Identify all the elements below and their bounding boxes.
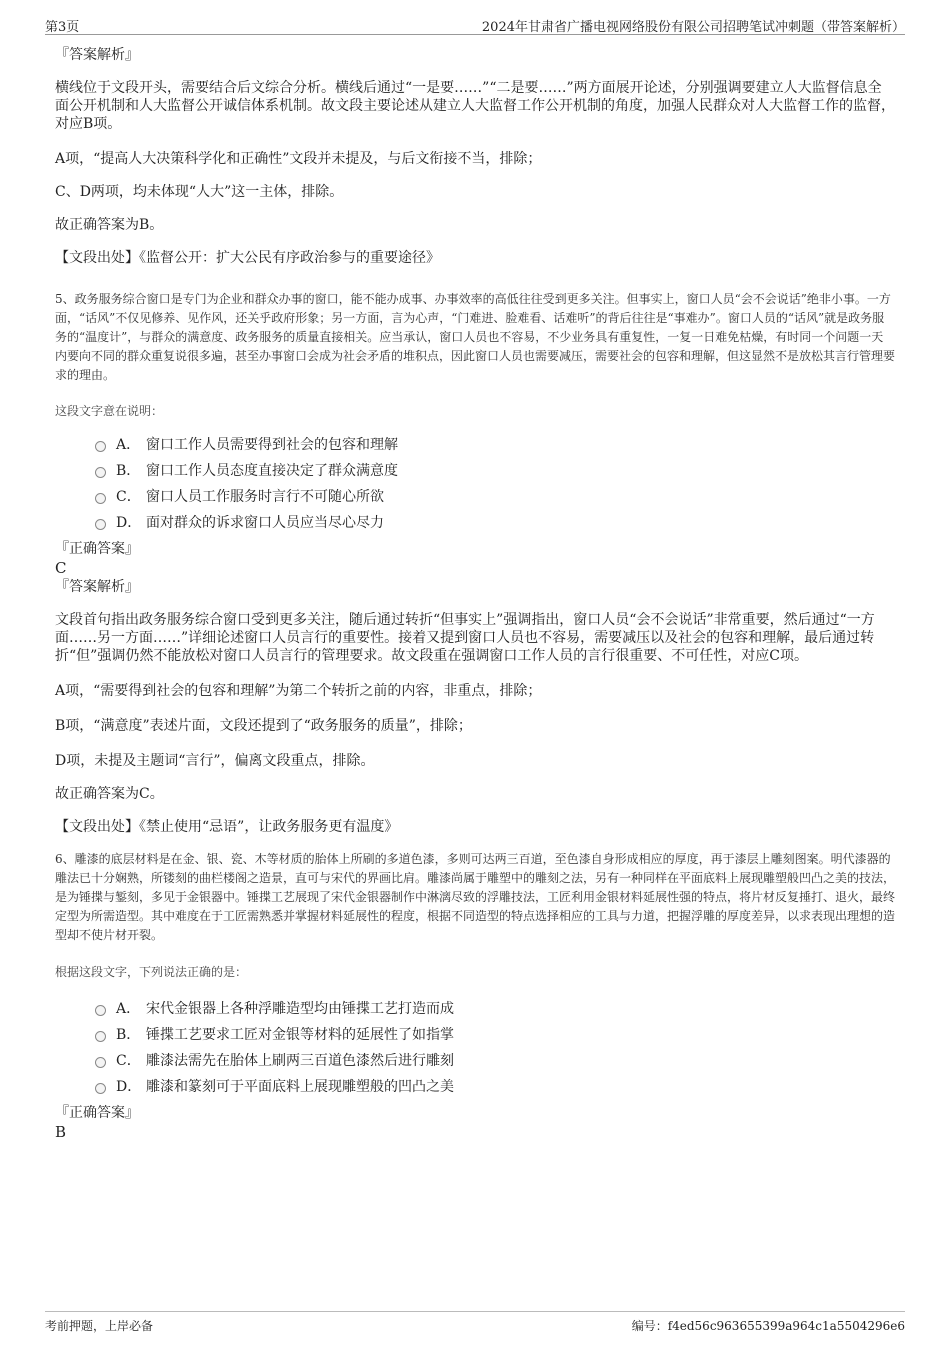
radio-icon[interactable] <box>95 1057 106 1068</box>
passage-source: 【文段出处】《禁止使用“忌语”，让政务服务更有温度》 <box>55 819 399 835</box>
page-footer <box>45 1311 905 1333</box>
option-letter: A． <box>116 437 141 453</box>
footer-slogan: 考前押题，上岸必备 <box>45 1319 154 1333</box>
correct-answer: B <box>55 1123 67 1141</box>
analysis-tag: 『答案解析』 <box>55 579 139 595</box>
option-letter: D． <box>116 515 142 531</box>
question-5-options <box>55 432 895 536</box>
analysis-conclusion: 故正确答案为B。 <box>55 217 164 233</box>
analysis-line-a: A项，“需要得到社会的包容和理解”为第二个转折之前的内容，非重点，排除； <box>55 683 542 699</box>
option-letter: D． <box>116 1079 142 1095</box>
radio-icon[interactable] <box>95 519 106 530</box>
page-content <box>55 46 895 1142</box>
question-6-prompt: 根据这段文字，下列说法正确的是： <box>55 965 248 979</box>
option-d[interactable] <box>95 1074 895 1100</box>
option-c[interactable] <box>95 1048 895 1074</box>
radio-icon[interactable] <box>95 441 106 452</box>
answer-tag: 『正确答案』 <box>55 541 139 557</box>
answer-tag: 『正确答案』 <box>55 1105 139 1121</box>
option-text: 宋代金银器上各种浮雕造型均由锤揲工艺打造而成 <box>146 1001 454 1017</box>
radio-icon[interactable] <box>95 1083 106 1094</box>
question-6-text: 6、雕漆的底层材料是在金、银、瓷、木等材质的胎体上所刷的多道色漆，多则可达两三百道，至色漆自身形成相应的厚度，再于漆层上雕刻图案。明代漆器的雕法已十分娴熟，所镂刻的曲栏楼阁之造景，直可与宋代的界画比肩。雕漆尚属于雕塑中的雕刻之法，另有一种同样在平面底料上展现雕塑般凹凸之美的技法，是为锤揲与錾刻，多见于金银器中。锤揲工艺展现了宋代金银器制作中淋漓尽致的浮雕技法，工匠利用金银材料延展性强的特点，将片材反复捶打、退火，最终定型为所需造型。其中难度在于工匠需熟悉并掌握材料延展性的程度，根据不同造型的特点选择相应的工具与力道，把握浮雕的厚度差异，以求表现出理想的造型却不使片材开裂。 <box>55 852 896 942</box>
analysis-line-a: A项，“提高人大决策科学化和正确性”文段并未提及，与后文衔接不当，排除； <box>55 151 542 167</box>
option-letter: B． <box>116 1027 141 1043</box>
passage-source: 【文段出处】《监督公开：扩大公民有序政治参与的重要途径》 <box>55 250 440 266</box>
option-d[interactable] <box>95 510 895 536</box>
option-letter: A． <box>116 1001 141 1017</box>
analysis-text: 横线位于文段开头，需要结合后文综合分析。横线后通过“一是要……”“二是要……”两方面展开论述，分别强调要建立人大监督信息全面公开机制和人大监督公开诚信体系机制。故文段主要论述从建立人大监督工作公开机制的角度，加强人民群众对人大监督工作的监督，对应B项。 <box>55 80 895 132</box>
option-text: 面对群众的诉求窗口人员应当尽心尽力 <box>146 515 384 531</box>
document-title: 2024年甘肃省广播电视网络股份有限公司招聘笔试冲刺题（带答案解析） <box>481 20 905 35</box>
analysis-tag: 『答案解析』 <box>55 47 139 63</box>
analysis-text: 文段首句指出政务服务综合窗口受到更多关注，随后通过转折“但事实上”强调指出，窗口人员“会不会说话”非常重要，然后通过“一方面……另一方面……”详细论述窗口人员言行的重要性。接着又提到窗口人员也不容易，需要减压以及社会的包容和理解，最后通过转折“但”强调仍然不能放松对窗口人员言行的管理要求。故文段重在强调窗口工作人员的言行很重要、不可任性，对应C项。 <box>55 612 875 664</box>
option-letter: C． <box>116 1053 141 1069</box>
option-b[interactable] <box>95 1022 895 1048</box>
correct-answer: C <box>55 559 67 577</box>
analysis-line-d: D项，未提及主题词“言行”，偏离文段重点，排除。 <box>55 753 375 769</box>
radio-icon[interactable] <box>95 1005 106 1016</box>
option-text: 窗口工作人员需要得到社会的包容和理解 <box>146 437 398 453</box>
option-a[interactable] <box>95 432 895 458</box>
option-letter: C． <box>116 489 141 505</box>
option-a[interactable] <box>95 996 895 1022</box>
question-5-text: 5、政务服务综合窗口是专门为企业和群众办事的窗口，能不能办成事、办事效率的高低往往受到更多关注。但事实上，窗口人员“会不会说话”绝非小事。一方面，“话风”不仅见修养、见作风，还关乎政府形象；另一方面，言为心声，“门难进、脸难看、话难听”的背后往往是“事难办”。窗口人员的“话风”就是政务服务的“温度计”，与群众的满意度、政务服务的质量直接相关。应当承认，窗口人员也不容易，不少业务具有重复性，一复一日难免枯燥，有时同一个问题一天内要向不同的群众重复说很多遍，甚至办事窗口会成为社会矛盾的堆积点，因此窗口人员也需要减压，需要社会的包容和理解，但这显然不是放松其言行管理要求的理由。 <box>55 292 896 382</box>
question-5-prompt: 这段文字意在说明： <box>55 404 164 418</box>
option-b[interactable] <box>95 458 895 484</box>
document-id: 编号：f4ed56c963655399a964c1a5504296e6 <box>631 1319 905 1333</box>
radio-icon[interactable] <box>95 493 106 504</box>
option-c[interactable] <box>95 484 895 510</box>
option-text: 窗口工作人员态度直接决定了群众满意度 <box>146 463 398 479</box>
option-text: 雕漆法需先在胎体上刷两三百道色漆然后进行雕刻 <box>146 1053 454 1069</box>
option-text: 锤揲工艺要求工匠对金银等材料的延展性了如指掌 <box>146 1027 454 1043</box>
option-letter: B． <box>116 463 141 479</box>
question-6-options <box>55 996 895 1100</box>
analysis-line-b: B项，“满意度”表述片面，文段还提到了“政务服务的质量”，排除； <box>55 718 472 734</box>
analysis-conclusion: 故正确答案为C。 <box>55 786 164 802</box>
radio-icon[interactable] <box>95 467 106 478</box>
option-text: 雕漆和篆刻可于平面底料上展现雕塑般的凹凸之美 <box>146 1079 454 1095</box>
analysis-line-cd: C、D两项，均未体现“人大”这一主体，排除。 <box>55 184 344 200</box>
option-text: 窗口人员工作服务时言行不可随心所欲 <box>146 489 384 505</box>
page-number: 第3页 <box>45 20 80 35</box>
page-header <box>45 14 905 35</box>
radio-icon[interactable] <box>95 1031 106 1042</box>
